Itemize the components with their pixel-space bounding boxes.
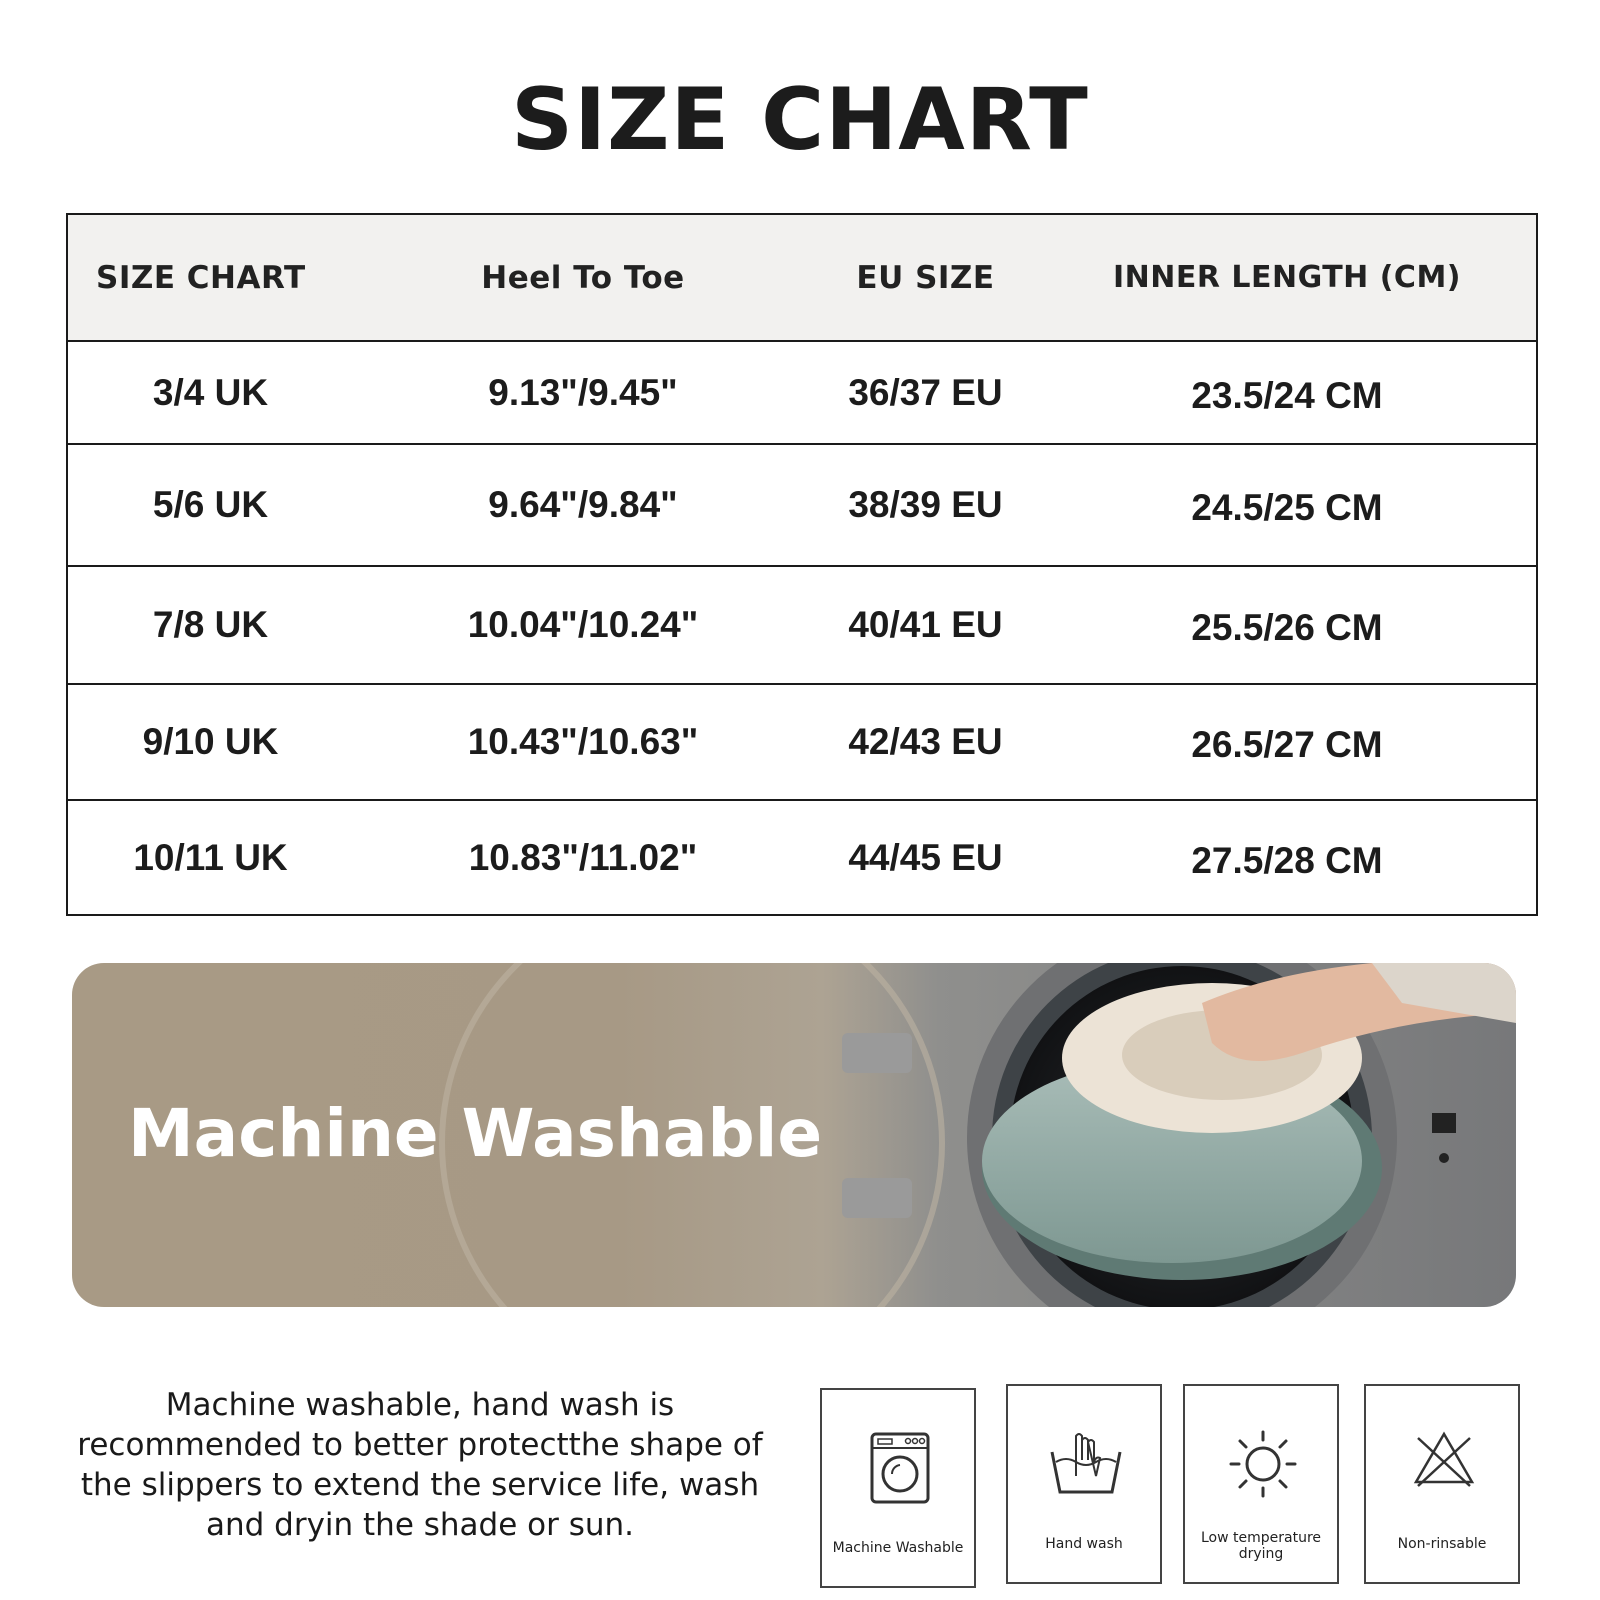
banner-title: Machine Washable <box>128 1095 823 1172</box>
heel-to-toe-cell: 9.13"/9.45" <box>488 371 678 413</box>
care-text-line: the slippers to extend the service life, wash <box>80 1467 760 1503</box>
care-text-line: and dryin the shade or sun. <box>205 1507 635 1543</box>
eu-size-cell: 44/45 EU <box>848 836 1003 878</box>
machine-washable-banner <box>72 963 1516 1307</box>
care-card-low-temperature-drying <box>1183 1384 1339 1584</box>
eu-size-cell: 36/37 EU <box>848 371 1003 413</box>
heel-to-toe-cell: 10.83"/11.02" <box>468 836 698 878</box>
no-wash-icon <box>1404 1426 1484 1506</box>
table-row <box>68 340 1536 443</box>
table-header-row <box>68 215 1536 340</box>
inner-length-cell: 23.5/24 CM <box>1191 374 1383 416</box>
heel-to-toe-cell: 10.43"/10.63" <box>467 721 699 762</box>
header-size-chart: SIZE CHART <box>96 259 306 296</box>
uk-size-cell: 9/10 UK <box>142 721 279 762</box>
care-label: Hand wash <box>1045 1536 1123 1552</box>
care-text-line: recommended to better protectthe shape of <box>77 1427 763 1463</box>
page-title: SIZE CHART <box>511 70 1089 170</box>
care-label-line: drying <box>1238 1546 1284 1562</box>
header-inner-length: INNER LENGTH (CM) <box>1112 260 1462 295</box>
inner-length-cell: 25.5/26 CM <box>1191 607 1383 648</box>
eu-size-cell: 42/43 EU <box>848 721 1003 762</box>
hand-wash-icon <box>1046 1426 1126 1506</box>
table-row <box>68 683 1536 799</box>
care-text-line: Machine washable, hand wash is <box>165 1387 675 1423</box>
inner-length-cell: 27.5/28 CM <box>1191 839 1383 881</box>
eu-size-cell: 40/41 EU <box>848 604 1003 645</box>
size-table <box>66 213 1538 916</box>
care-card-hand-wash <box>1006 1384 1162 1584</box>
table-row <box>68 799 1536 914</box>
washing-machine-icon <box>860 1430 940 1510</box>
uk-size-cell: 10/11 UK <box>133 836 288 878</box>
uk-size-cell: 7/8 UK <box>152 604 269 645</box>
care-label: Non-rinsable <box>1397 1536 1487 1552</box>
eu-size-cell: 38/39 EU <box>848 484 1003 525</box>
table-row <box>68 443 1536 565</box>
care-card-machine-washable <box>820 1388 976 1588</box>
care-instructions-text <box>70 1385 770 1545</box>
care-card-non-rinsable <box>1364 1384 1520 1584</box>
table-row <box>68 565 1536 683</box>
header-eu-size: EU SIZE <box>856 259 995 296</box>
care-label-line: Low temperature <box>1200 1530 1322 1546</box>
uk-size-cell: 3/4 UK <box>152 371 269 413</box>
inner-length-cell: 26.5/27 CM <box>1191 724 1383 765</box>
heel-to-toe-cell: 10.04"/10.24" <box>467 604 699 645</box>
uk-size-cell: 5/6 UK <box>152 484 269 525</box>
inner-length-cell: 24.5/25 CM <box>1191 487 1383 528</box>
care-label: Machine Washable <box>832 1540 964 1556</box>
heel-to-toe-cell: 9.64"/9.84" <box>488 484 678 525</box>
sun-icon <box>1223 1426 1303 1506</box>
header-heel-to-toe: Heel To Toe <box>481 259 685 296</box>
